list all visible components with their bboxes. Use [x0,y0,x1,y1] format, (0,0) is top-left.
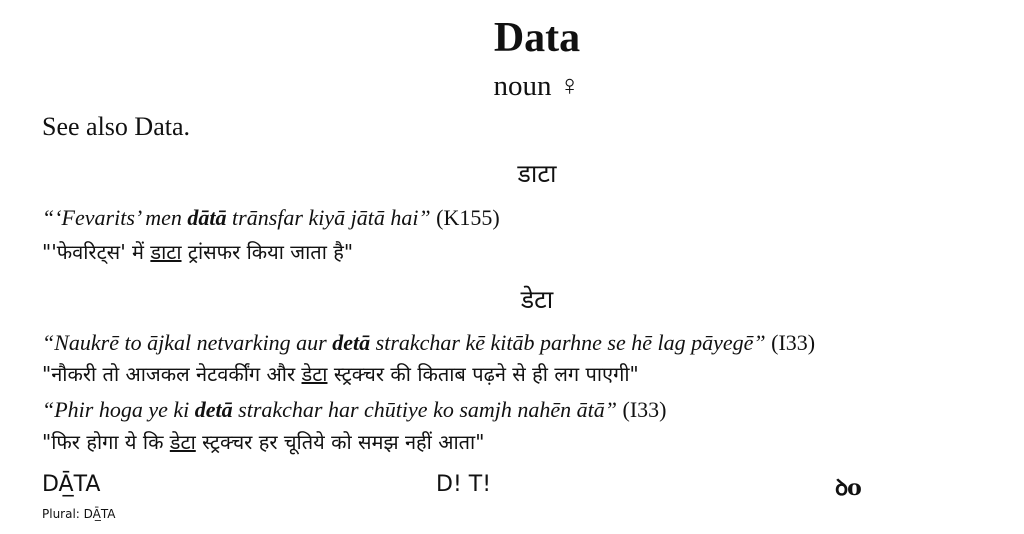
quote-text: “‘Fevarits’ men [42,205,188,230]
section-heading: डाटा [517,159,557,188]
alternate-spelling: D! T! [436,472,492,497]
entry-headword: Data [493,15,581,61]
example-quote [42,330,815,356]
section-heading: डेटा [520,285,554,314]
translation-keyword: डेटा [301,362,328,386]
romanized-spelling: DĀ̲TA [42,472,101,497]
quote-text: strakchar har chūtiye ko samjh nahēn ātā” [232,397,618,422]
quote-text: “Phir hoga ye ki [42,397,195,422]
part-of-speech-label: noun ♀ [493,70,581,102]
quote-text: “Naukrē to ājkal netvarking aur [42,330,333,355]
example-quote [42,397,667,423]
example-translation [42,238,353,265]
example-translation [42,428,484,455]
quote-keyword: dātā [187,205,227,230]
blackletter-spelling: ꝺo [835,475,861,501]
translation-keyword: डेटा [169,430,196,454]
translation-text: "नौकरी तो आजकल नेटवर्कींग और [42,362,302,386]
translation-text: "फिर होगा ये कि [42,430,170,454]
quote-source: (K155) [430,205,500,230]
example-quote [42,205,500,231]
quote-source: (I33) [617,397,667,422]
quote-keyword: detā [194,397,233,422]
quote-text: trānsfar kiyā jātā hai” [226,205,431,230]
quote-source: (I33) [765,330,816,355]
example-translation [42,360,639,387]
translation-text: स्ट्रक्चर हर चूतिये को समझ नहीं आता" [195,430,485,454]
quote-keyword: detā [332,330,371,355]
see-also-note: See also Data. [42,112,191,141]
quote-text: strakchar kē kitāb parhne se hē lag pāyegē” [370,330,766,355]
translation-text: ट्रांसफर किया जाता है" [181,240,354,264]
translation-text: स्ट्रक्चर की किताब पढ़ने से ही लग पाएगी" [327,362,639,386]
translation-text: "'फेवरिट्स' में [42,240,151,264]
translation-keyword: डाटा [150,240,182,264]
plural-form: Plural: DĀ̲TA [42,507,116,521]
